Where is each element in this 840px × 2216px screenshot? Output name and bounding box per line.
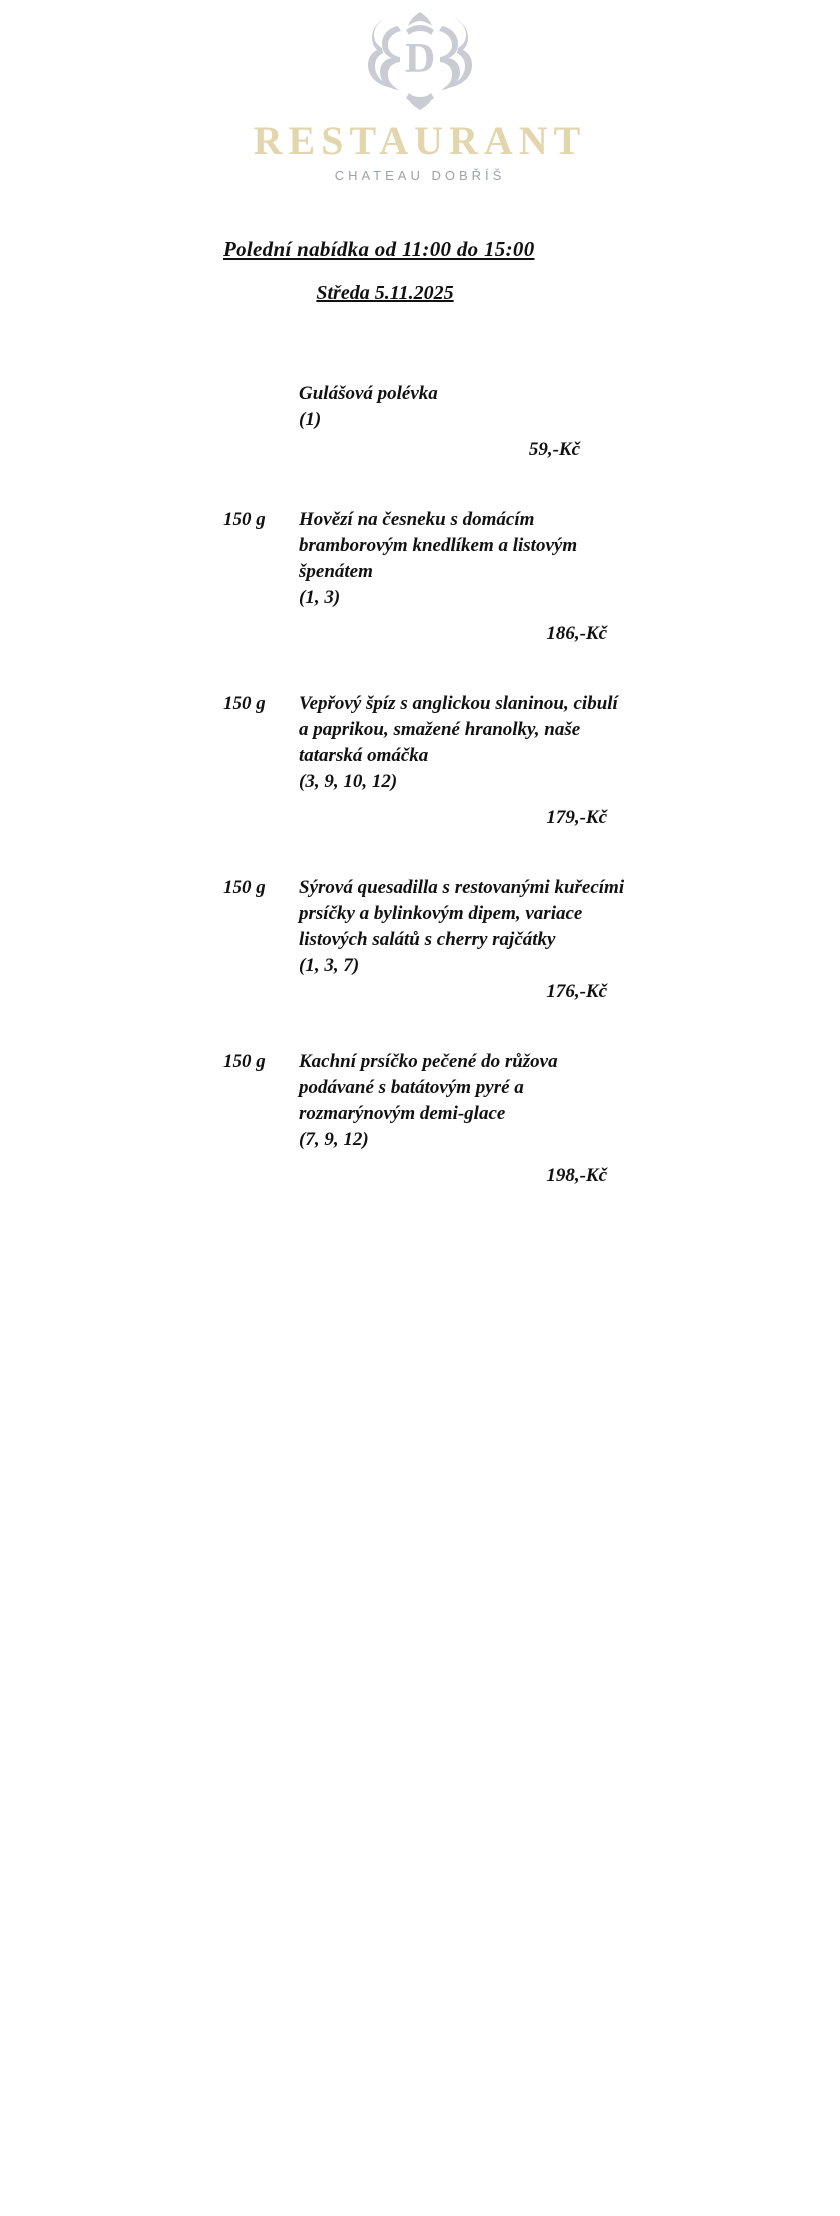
item-allergens: (7, 9, 12) <box>299 1129 369 1150</box>
item-price: 198,-Kč <box>546 1165 607 1186</box>
item-weight: 150 g <box>223 1051 266 1072</box>
item-price: 59,-Kč <box>528 439 580 460</box>
menu-heading: Polední nabídka od 11:00 do 15:00 <box>223 237 535 261</box>
item-allergens: (3, 9, 10, 12) <box>299 771 398 792</box>
item-description: Kachní prsíčko pečené do růžova podávané s batátovým pyré a rozmarýnovým demi-glace <box>299 1051 558 1124</box>
item-price: 176,-Kč <box>546 981 607 1002</box>
item-allergens: (1, 3, 7) <box>299 955 360 976</box>
item-description: Hovězí na česneku s domácím bramborovým knedlíkem a listovým špenátem <box>299 509 578 582</box>
monogram-letter: D <box>404 36 436 82</box>
menu-items <box>120 381 720 1187</box>
restaurant-logo <box>120 6 720 183</box>
menu-item <box>120 691 720 829</box>
menu-date: Středa 5.11.2025 <box>316 282 454 304</box>
item-weight: 150 g <box>223 693 266 714</box>
item-price: 179,-Kč <box>546 807 607 828</box>
item-allergens: (1) <box>299 409 322 430</box>
brand-name: RESTAURANT <box>253 118 587 163</box>
item-description: Gulášová polévka <box>299 383 438 404</box>
item-allergens: (1, 3) <box>299 587 341 608</box>
item-description: Sýrová quesadilla s restovanými kuřecími prsíčky a bylinkovým dipem, variace listových salátů s cherry rajčátky <box>299 877 625 950</box>
item-weight: 150 g <box>223 877 266 898</box>
item-price: 186,-Kč <box>546 623 607 644</box>
menu-page <box>120 0 720 1187</box>
item-description: Vepřový špíz s anglickou slaninou, cibulí a paprikou, smažené hranolky, naše tatarská omáčka <box>299 693 618 766</box>
item-weight: 150 g <box>223 509 266 530</box>
crest-icon <box>340 10 500 118</box>
menu-item <box>120 1049 720 1187</box>
menu-item <box>120 381 720 461</box>
brand-subtitle: CHATEAU DOBŘÍŠ <box>334 168 506 183</box>
menu-item <box>120 875 720 1003</box>
menu-item <box>120 507 720 645</box>
